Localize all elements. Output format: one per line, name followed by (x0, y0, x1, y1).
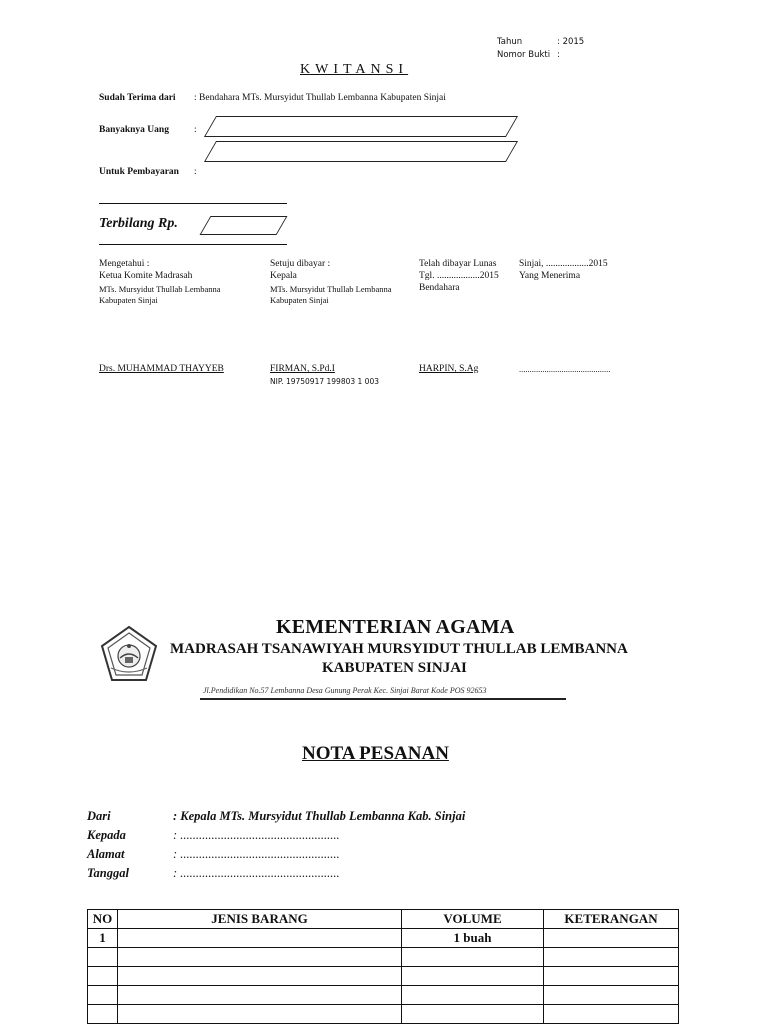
signatory-name: ........................................... (519, 364, 611, 374)
row-volume[interactable] (402, 948, 544, 967)
signatory-nip: NIP. 19750917 199803 1 003 (270, 377, 379, 386)
column-header-notes: KETERANGAN (544, 910, 679, 929)
signatory-name: Drs. MUHAMMAD THAYYEB (99, 364, 224, 374)
signature-line: Setuju dibayar : (270, 259, 331, 269)
letterhead-regency: KABUPATEN SINJAI (322, 660, 467, 676)
proof-number-label: Nomor Bukti (497, 50, 551, 60)
letterhead-address: Jl.Pendidikan No.57 Lembanna Desa Gunung Perak Kec. Sinjai Barat Kode POS 92653 (203, 686, 487, 695)
row-item[interactable] (118, 967, 402, 986)
year-value: : 2015 (557, 37, 585, 47)
signature-line: Kepala (270, 271, 297, 281)
receipt-title: KWITANSI (300, 62, 409, 77)
from-value: : Kepala MTs. Mursyidut Thullab Lembanna Kab. Sinjai (173, 809, 466, 823)
from-label: Dari (87, 809, 111, 823)
row-notes[interactable] (544, 1005, 679, 1024)
row-volume[interactable] (402, 986, 544, 1005)
amount-label: Banyaknya Uang (99, 125, 169, 135)
row-item[interactable] (118, 986, 402, 1005)
date-label: Tanggal (87, 866, 129, 880)
address-label: Alamat (87, 847, 125, 861)
order-note-title: NOTA PESANAN (302, 743, 449, 764)
amount-colon: : (194, 125, 197, 135)
spelled-amount-box[interactable] (200, 216, 288, 235)
signature-line: Tgl. ..................2015 (419, 271, 499, 281)
table-row (88, 967, 679, 986)
signature-line: Ketua Komite Madrasah (99, 271, 193, 281)
row-no: 1 (88, 929, 118, 948)
amount-input-box-2[interactable] (204, 141, 518, 162)
spelled-bottom-rule (99, 244, 287, 245)
received-from-value: : Bendahara MTs. Mursyidut Thullab Lembanna Kabupaten Sinjai (194, 93, 446, 103)
signature-line: Mengetahui : (99, 259, 150, 269)
row-item[interactable] (118, 1005, 402, 1024)
purpose-label: Untuk Pembayaran (99, 167, 179, 177)
column-header-volume: VOLUME (402, 910, 544, 929)
letterhead-rule (200, 698, 566, 700)
proof-number-value: : (557, 50, 560, 60)
row-no (88, 1005, 118, 1024)
row-volume[interactable] (402, 967, 544, 986)
row-no (88, 967, 118, 986)
row-no (88, 986, 118, 1005)
signature-line: Kabupaten Sinjai (99, 295, 158, 305)
address-value[interactable]: : ................................................... (173, 847, 340, 861)
letterhead-ministry: KEMENTERIAN AGAMA (276, 616, 515, 638)
row-notes[interactable] (544, 986, 679, 1005)
to-value[interactable]: : ................................................... (173, 828, 340, 842)
letterhead-school: MADRASAH TSANAWIYAH MURSYIDUT THULLAB LEMBANNA (170, 641, 628, 657)
signatory-name: FIRMAN, S.Pd.I (270, 364, 335, 374)
spelled-top-rule (99, 203, 287, 204)
column-header-item: JENIS BARANG (118, 910, 402, 929)
row-item[interactable] (118, 948, 402, 967)
column-header-no: NO (88, 910, 118, 929)
spelled-amount-label: Terbilang Rp. (99, 216, 178, 231)
row-notes[interactable] (544, 948, 679, 967)
row-volume[interactable] (402, 1005, 544, 1024)
to-label: Kepada (87, 828, 126, 842)
row-notes[interactable] (544, 929, 679, 948)
table-row (88, 1005, 679, 1024)
signature-line: Telah dibayar Lunas (419, 259, 497, 269)
date-value[interactable]: : ................................................... (173, 866, 340, 880)
row-notes[interactable] (544, 967, 679, 986)
signature-line: MTs. Mursyidut Thullab Lembanna (270, 284, 392, 294)
signature-line: Bendahara (419, 283, 460, 293)
row-volume[interactable]: 1 buah (402, 929, 544, 948)
table-row (88, 948, 679, 967)
table-row (88, 986, 679, 1005)
signature-line: MTs. Mursyidut Thullab Lembanna (99, 284, 221, 294)
row-item[interactable] (118, 929, 402, 948)
signature-line: Yang Menerima (519, 271, 581, 281)
table-row (88, 929, 679, 948)
purpose-colon: : (194, 167, 197, 177)
order-items-table (87, 909, 679, 1024)
amount-input-box[interactable] (204, 116, 518, 137)
signatory-name: HARPIN, S.Ag (419, 364, 479, 374)
table-header-row (88, 910, 679, 929)
ministry-emblem-icon (99, 624, 159, 684)
row-no (88, 948, 118, 967)
signature-line: Kabupaten Sinjai (270, 295, 329, 305)
received-from-label: Sudah Terima dari (99, 93, 176, 103)
year-label: Tahun (497, 37, 523, 47)
signature-line: Sinjai, ..................2015 (519, 259, 608, 269)
